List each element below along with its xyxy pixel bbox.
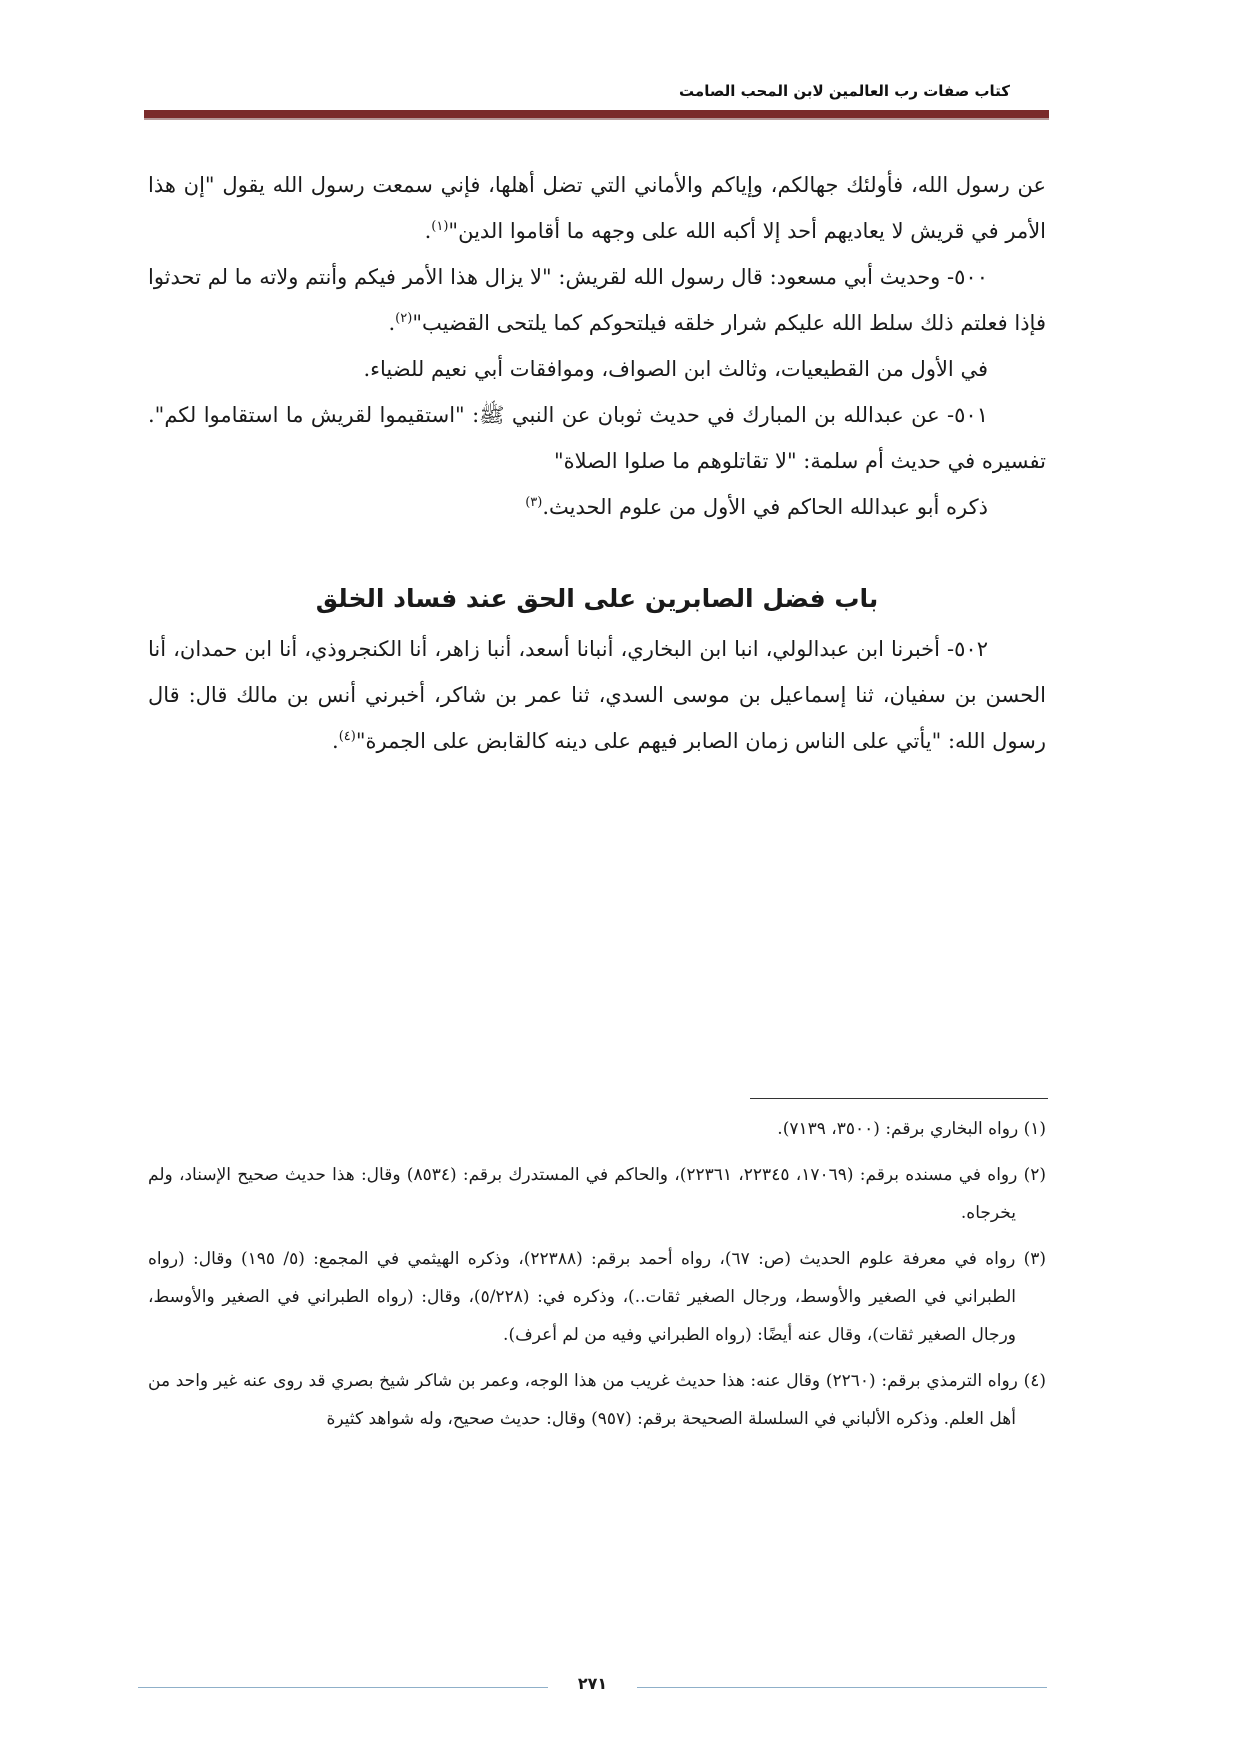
hadith-502 bbox=[148, 626, 1046, 764]
footnote-3: (٣) رواه في معرفة علوم الحديث (ص: ٦٧)، رواه أحمد برقم: (٢٢٣٨٨)، وذكره الهيثمي في المجمع: (٥/ ١٩٥) وقال: (رواه الطبراني في الصغير والأوسط، ورجال الصغير ثقات..)، وذكره في: (٥/٢٢٨)، وقال: (رواه الطبراني في الصغير والأوسط، ورجال الصغير ثقات)، وقال عنه أيضًا: (رواه الطبراني وفيه من لم أعرف). bbox=[148, 1249, 1047, 1345]
footnote-1: (١) رواه البخاري برقم: (٣٥٠٠، ٧١٣٩). bbox=[777, 1119, 1046, 1139]
attribution-text: ذكره أبو عبدالله الحاكم في الأول من علوم الحديث. bbox=[542, 495, 988, 519]
footnote-ref-2: (٢) bbox=[395, 311, 413, 326]
hadith-501: ٥٠١- عن عبدالله بن المبارك في حديث ثوبان عن النبي ﷺ: "استقيموا لقريش ما استقاموا لكم". تفسيره في حديث أم سلمة: "لا تقاتلوهم ما صلوا الصلاة" bbox=[148, 403, 1046, 473]
hadith-500-end: . bbox=[388, 311, 396, 335]
footnote-ref-4: (٤) bbox=[338, 729, 356, 744]
paragraph-1 bbox=[148, 162, 1046, 254]
hadith-500-text: ٥٠٠- وحديث أبي مسعود: قال رسول الله لقريش: "لا يزال هذا الأمر فيكم وأنتم ولاته ما لم تحدثوا فإذا فعلتم ذلك سلط الله عليكم شرار خلقه فيلتحوكم كما يلتحى القضيب" bbox=[148, 265, 1046, 335]
running-header-title: كتاب صفات رب العالمين لابن المحب الصامت bbox=[679, 82, 1010, 100]
source-note: في الأول من القطيعيات، وثالث ابن الصواف، وموافقات أبي نعيم للضياء. bbox=[363, 357, 988, 381]
footnotes bbox=[148, 1110, 1046, 1446]
footnote-2: (٢) رواه في مسنده برقم: (١٧٠٦٩، ٢٢٣٤٥، ٢٢٣٦١)، والحاكم في المستدرك برقم: (٨٥٣٤) وقال: هذا حديث صحيح الإسناد، ولم يخرجاه. bbox=[148, 1165, 1047, 1223]
footer-rule-right bbox=[637, 1687, 1047, 1688]
footer-rule-left bbox=[138, 1687, 548, 1688]
header-rule bbox=[144, 110, 1049, 120]
attribution-line bbox=[148, 484, 1046, 530]
footnote-ref-1: (١) bbox=[431, 219, 449, 234]
footnote-ref-3: (٣) bbox=[525, 495, 543, 510]
paragraph-1-text: عن رسول الله، فأولئك جهالكم، وإياكم والأماني التي تضل أهلها، فإني سمعت رسول الله يقول "إن هذا الأمر في قريش لا يعاديهم أحد إلا أكبه الله على وجهه ما أقاموا الدين" bbox=[148, 173, 1046, 243]
main-text bbox=[148, 162, 1046, 764]
paragraph-1-end: . bbox=[424, 219, 432, 243]
hadith-502-end: . bbox=[332, 729, 339, 753]
footnote-separator bbox=[750, 1098, 1048, 1099]
hadith-500 bbox=[148, 254, 1046, 346]
hadith-502-text: ٥٠٢- أخبرنا ابن عبدالولي، انبا ابن البخاري، أنبانا أسعد، أنبا زاهر، أنا الكنجروذي، أنا ابن حمدان، أنا الحسن بن سفيان، ثنا إسماعيل بن موسى السدي، ثنا عمر بن شاكر، أخبرني أنس بن مالك قال: قال رسول الله: "يأتي على الناس زمان الصابر فيهم على دينه كالقابض على الجمرة" bbox=[148, 637, 1046, 753]
page-number: ٢٧١ bbox=[577, 1674, 608, 1693]
section-title: باب فضل الصابرين على الحق عند فساد الخلق bbox=[315, 584, 879, 613]
footnote-4: (٤) رواه الترمذي برقم: (٢٢٦٠) وقال عنه: هذا حديث غريب من هذا الوجه، وعمر بن شاكر شيخ بصري قد روى عنه غير واحد من أهل العلم. وذكره الألباني في السلسلة الصحيحة برقم: (٩٥٧) وقال: حديث صحيح، وله شواهد كثيرة bbox=[148, 1371, 1046, 1429]
